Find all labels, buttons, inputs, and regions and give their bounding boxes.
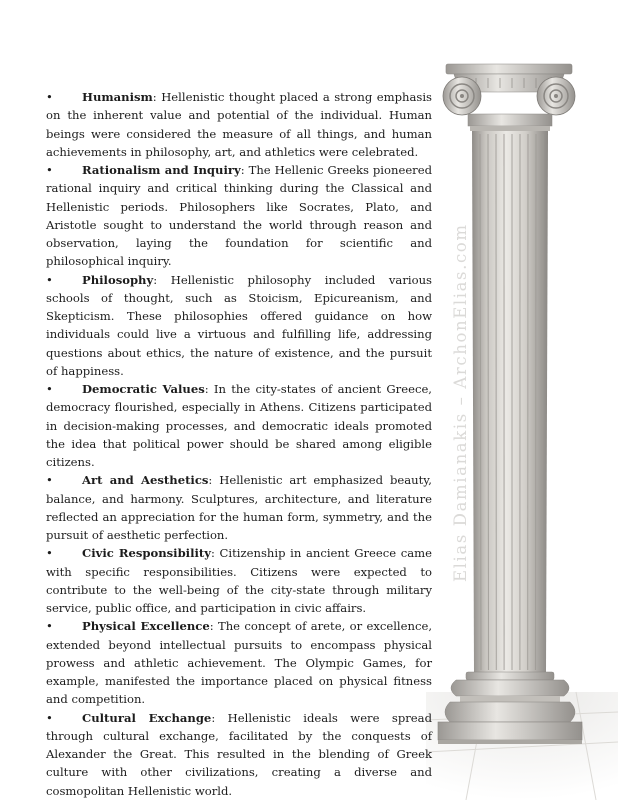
watermark-site: ArchonElias.com: [451, 223, 470, 389]
watermark: [451, 223, 470, 582]
point-text: : Citizenship in ancient Greece came with specific responsibilities. Citizens were expected to contribute to the well-being of the city-state through military service, public office, and participation in civic affairs.: [46, 546, 432, 615]
bullet: •: [46, 473, 53, 488]
point-term: Civic Responsibility: [82, 546, 211, 561]
point-text: : The concept of arete, or excellence, extended beyond intellectual pursuits to encompass physical prowess and athletic achievement. The Olympic Games, for example, manifested the importance placed on physical fitness and competition.: [46, 619, 433, 707]
bullet: •: [46, 546, 53, 561]
point-text: : Hellenistic ideals were spread through cultural exchange, facilitated by the conquests of Alexander the Great. This resulted in the blending of Greek culture with other civilizations, creating a diverse and cosmopolitan Hellenistic world.: [46, 710, 432, 798]
point-term: Rationalism and Inquiry: [82, 163, 241, 177]
point-text: : Hellenistic philosophy included various schools of thought, such as Stoicism, Epicureanism, and Skepticism. These philosophies offered guidance on how individuals could live a virtuous and fulfilling life, addressing questions about ethics, the nature of existence, and the pursuit of happiness.: [46, 272, 432, 378]
list-item-philosophy: [46, 271, 432, 381]
point-term: Cultural Exchange: [82, 710, 212, 725]
point-text: : Hellenistic art emphasized beauty, balance, and harmony. Sculptures, architecture, and literature reflected an appreciation for the human form, symmetry, and the pursuit of aesthetic perfection.: [46, 473, 432, 542]
bullet: •: [46, 382, 53, 396]
list-item-cultural-exchange: [46, 709, 432, 800]
point-term: Humanism: [82, 90, 153, 104]
point-term: Democratic Values: [82, 382, 205, 396]
watermark-name: Elias Damianakis: [451, 412, 470, 582]
bullet: •: [46, 163, 53, 177]
point-term: Art and Aesthetics: [82, 473, 209, 488]
list-item-physical-excellence: [46, 617, 432, 708]
bullet: •: [46, 619, 53, 634]
list-item-art-aesthetics: [46, 471, 432, 544]
list-item-civic-responsibility: [46, 544, 432, 617]
list-item-humanism: [46, 88, 432, 161]
point-term: Philosophy: [82, 272, 154, 287]
list-item-democratic-values: [46, 380, 432, 471]
hellenistic-ideals-list: [46, 88, 432, 800]
point-text: : The Hellenic Greeks pioneered rational inquiry and critical thinking during the Classical and Hellenistic periods. Philosophers like Socrates, Plato, and Aristotle sought to understand the world through reason and observation, laying the foundation for scientific and philosophical inquiry.: [46, 163, 433, 269]
bullet: •: [46, 90, 53, 104]
bullet: •: [46, 272, 53, 287]
list-item-rationalism: [46, 161, 432, 271]
point-text: : Hellenistic thought placed a strong emphasis on the inherent value and potential of the individual. Human beings were considered the measure of all things, and human achievements in philosophy, art, and athletics were celebrated.: [46, 90, 432, 159]
watermark-separator: –: [451, 395, 470, 406]
bullet: •: [46, 710, 53, 725]
point-term: Physical Excellence: [82, 619, 210, 634]
point-text: : In the city-states of ancient Greece, democracy flourished, especially in Athens. Citizens participated in decision-making processes, and democratic ideals promoted the idea that political power should be shared among eligible citizens.: [46, 382, 432, 469]
